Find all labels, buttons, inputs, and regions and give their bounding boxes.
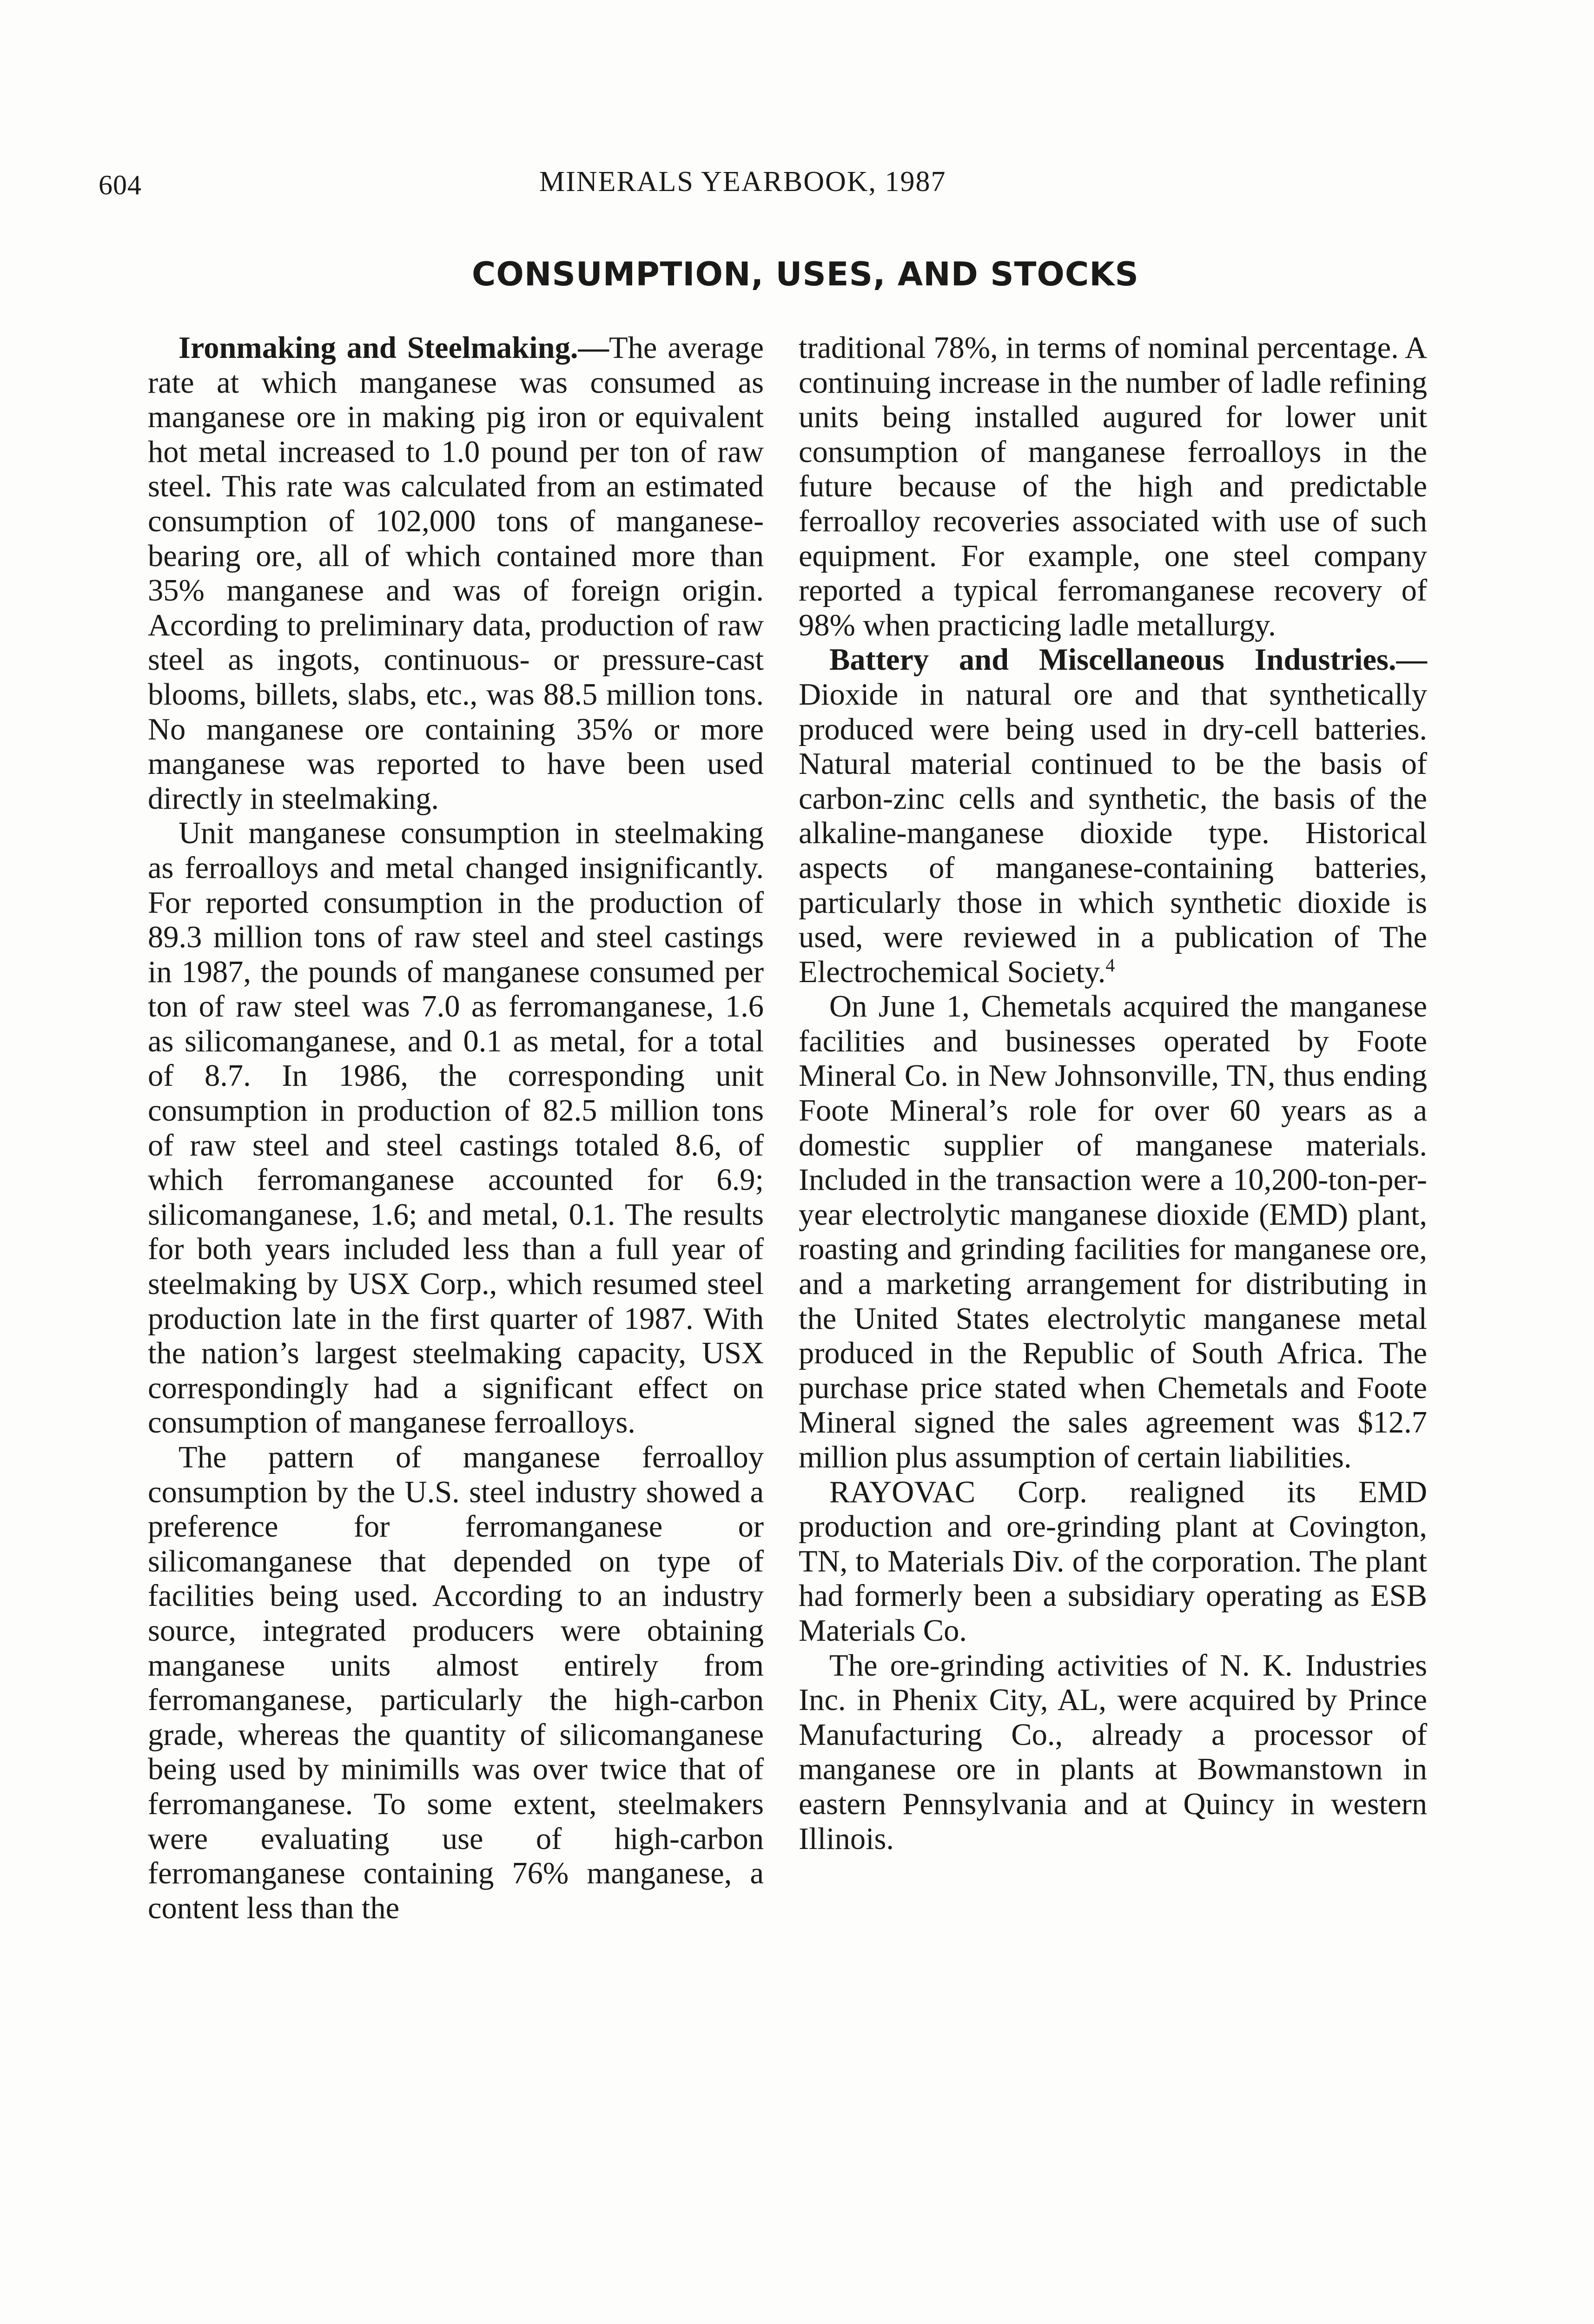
paragraph-nk-industries: The ore-grinding activities of N. K. Industries Inc. in Phenix City, AL, were acquired by Prince Manufacturing Co., already a processor of manganese ore in plants at Bowmanstown in eastern Pennsylvania and at Quincy in western Illinois.	[799, 1648, 1427, 1856]
paragraph-chemetals: On June 1, Chemetals acquired the manganese facilities and businesses operated by Foote Mineral Co. in New Johnsonville, TN, thus ending Foote Mineral’s role for over 60 years as a domestic supplier of manganese materials. Included in the transaction were a 10,200-ton-per-year electrolytic manganese dioxide (EMD) plant, roasting and grinding facilities for manganese ore, and a marketing arrangement for distributing in the United States electrolytic manganese metal produced in the Republic of South Africa. The purchase price stated when Chemetals and Foote Mineral signed the sales agreement was $12.7 million plus assumption of certain liabilities.	[799, 990, 1427, 1474]
paragraph-text: The average rate at which manganese was consumed as manganese ore in making pig iron or equivalent hot metal increased to 1.0 pound per ton of raw steel. This rate was calculated from an estimated consumption of 102,000 tons of manganese-bearing ore, all of which contained more than 35% manganese and was of foreign origin. According to preliminary data, production of raw steel as ingots, continuous- or pressure-cast blooms, billets, slabs, etc., was 88.5 million tons. No manganese ore containing 35% or more manganese was reported to have been used directly in steelmaking.	[148, 331, 764, 816]
runin-heading-battery: Battery and Miscellaneous Industries.—	[829, 643, 1427, 677]
section-title: CONSUMPTION, USES, AND STOCKS	[472, 255, 1139, 293]
left-column	[148, 331, 764, 1926]
running-title: MINERALS YEARBOOK, 1987	[539, 166, 946, 198]
paragraph-text: Dioxide in natural ore and that synthetically produced were being used in dry-cell batteries. Natural material continued to be the basis of carbon-zinc cells and synthetic, the basis of the alkaline-manganese dioxide type. Historical aspects of manganese-containing batteries, particularly those in which synthetic dioxide is used, were reviewed in a publication of The Electrochemical Society.	[799, 677, 1427, 989]
page-number: 604	[99, 170, 142, 200]
paragraph-rayovac: RAYOVAC Corp. realigned its EMD production and ore-grinding plant at Covington, TN, to Materials Div. of the corporation. The plant had formerly been a subsidiary operating as ESB Materials Co.	[799, 1475, 1427, 1648]
paragraph-ferroalloy-pattern: The pattern of manganese ferroalloy consumption by the U.S. steel industry showed a preference for ferromanganese or silicomanganese that depended on type of facilities being used. According to an industry source, integrated producers were obtaining manganese units almost entirely from ferromanganese, particularly the high-carbon grade, whereas the quantity of silicomanganese being used by minimills was over twice that of ferromanganese. To some extent, steelmakers were evaluating use of high-carbon ferromanganese containing 76% manganese, a content less than the	[148, 1440, 764, 1925]
paragraph-ironmaking	[148, 331, 764, 816]
right-column	[799, 331, 1427, 1856]
footnote-reference: 4	[1105, 954, 1115, 976]
runin-heading-ironmaking: Ironmaking and Steelmaking.—	[179, 331, 609, 365]
paragraph-continued: traditional 78%, in terms of nominal percentage. A continuing increase in the number of ladle refining units being installed augured for lower unit consumption of manganese ferroalloys in the future because of the high and predictable ferroalloy recoveries associated with use of such equipment. For example, one steel company reported a typical ferromanganese recovery of 98% when practicing ladle metallurgy.	[799, 331, 1427, 642]
paragraph-battery	[799, 643, 1427, 990]
paragraph-unit-consumption: Unit manganese consumption in steelmaking as ferroalloys and metal changed insignificantly. For reported consumption in the production of 89.3 million tons of raw steel and steel castings in 1987, the pounds of manganese consumed per ton of raw steel was 7.0 as ferromanganese, 1.6 as silicomanganese, and 0.1 as metal, for a total of 8.7. In 1986, the corresponding unit consumption in production of 82.5 million tons of raw steel and steel castings totaled 8.6, of which ferromanganese accounted for 6.9; silicomanganese, 1.6; and metal, 0.1. The results for both years included less than a full year of steelmaking by USX Corp., which resumed steel production late in the first quarter of 1987. With the nation’s largest steelmaking capacity, USX correspondingly had a significant effect on consumption of manganese ferroalloys.	[148, 816, 764, 1440]
